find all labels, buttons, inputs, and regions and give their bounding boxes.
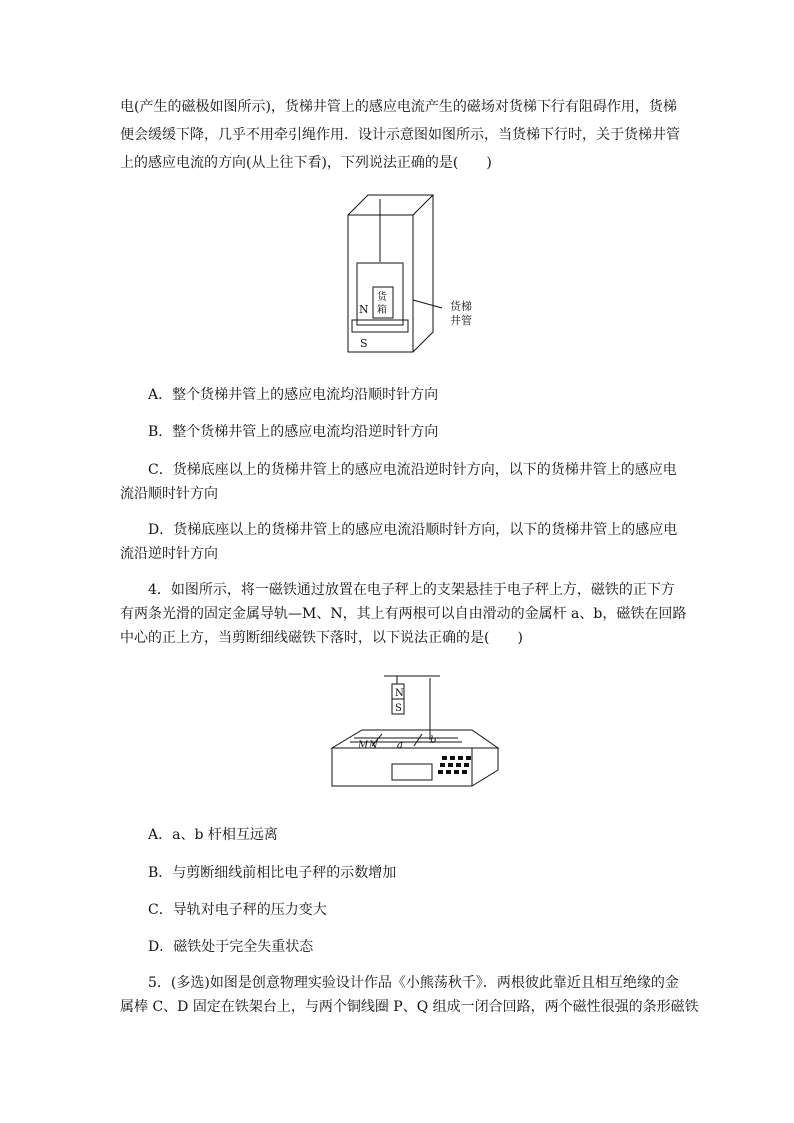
q3-option-c-line-1: C．货梯底座以上的货梯井管上的感应电流沿逆时针方向，以下的货梯井管上的感应电 <box>148 462 677 478</box>
q3-option-a: A．整个货梯井管上的感应电流均沿顺时针方向 <box>148 387 439 403</box>
q3-option-d-line-1: D．货梯底座以上的货梯井管上的感应电流沿顺时针方向，以下的货梯井管上的感应电 <box>148 522 678 538</box>
q4-stem-line-3: 中心的正上方，当剪断细线磁铁下落时，以下说法正确的是( ) <box>120 630 523 646</box>
elevator-shaft-figure <box>340 190 490 358</box>
q3-fig-box-char-2: 箱 <box>377 305 387 316</box>
q4-option-a: A．a、b 杆相互远离 <box>148 827 278 843</box>
q3-stem-line-1: 电(产生的磁极如图所示)，货梯井管上的感应电流产生的磁场对货梯下行有阻碍作用，货梯 <box>120 99 677 115</box>
electronic-scale-figure <box>322 668 502 818</box>
q4-option-b: B．与剪断细线前相比电子秤的示数增加 <box>148 865 397 881</box>
q4-fig-label-s: S <box>395 703 402 714</box>
q3-stem-line-2: 便会缓缓下降，几乎不用牵引绳作用．设计示意图如图所示，当货梯下行时，关于货梯井管 <box>120 127 680 143</box>
q4-fig-rail-n: N <box>369 740 378 751</box>
q4-option-c: C．导轨对电子秤的压力变大 <box>148 902 327 918</box>
q4-fig-rail-m: M <box>358 740 369 751</box>
q4-stem-line-1: 4．如图所示，将一磁铁通过放置在电子秤上的支架悬挂于电子秤上方，磁铁的正下方 <box>148 582 675 598</box>
q3-fig-pipe-label-1: 货梯 <box>450 300 472 313</box>
q3-fig-pipe-label-2: 井管 <box>450 314 472 327</box>
q3-option-b: B．整个货梯井管上的感应电流均沿逆时针方向 <box>148 424 439 440</box>
q4-fig-label-n: N <box>395 688 404 699</box>
q5-stem-line-2: 属棒 C、D 固定在铁架台上，与两个铜线圈 P、Q 组成一闭合回路，两个磁性很强的条形磁铁 <box>120 999 699 1015</box>
q3-fig-label-s: S <box>360 337 368 350</box>
q3-stem-line-3: 上的感应电流的方向(从上往下看)，下列说法正确的是( ) <box>120 155 492 171</box>
q3-option-c-line-2: 流沿顺时针方向 <box>120 486 218 502</box>
q5-stem-line-1: 5．(多选)如图是创意物理实验设计作品《小熊荡秋千》．两根彼此靠近且相互绝缘的金 <box>148 975 679 991</box>
q4-fig-rod-a: a <box>397 740 403 751</box>
q4-fig-rod-b: b <box>430 735 437 746</box>
q4-option-d: D．磁铁处于完全失重状态 <box>148 939 314 955</box>
q4-stem-line-2: 有两条光滑的固定金属导轨—M、N，其上有两根可以自由滑动的金属杆 a、b，磁铁在回路 <box>120 606 687 622</box>
q3-fig-box-char-1: 货 <box>377 292 387 303</box>
q3-option-d-line-2: 流沿逆时针方向 <box>120 546 218 562</box>
q3-fig-label-n: N <box>359 303 369 316</box>
